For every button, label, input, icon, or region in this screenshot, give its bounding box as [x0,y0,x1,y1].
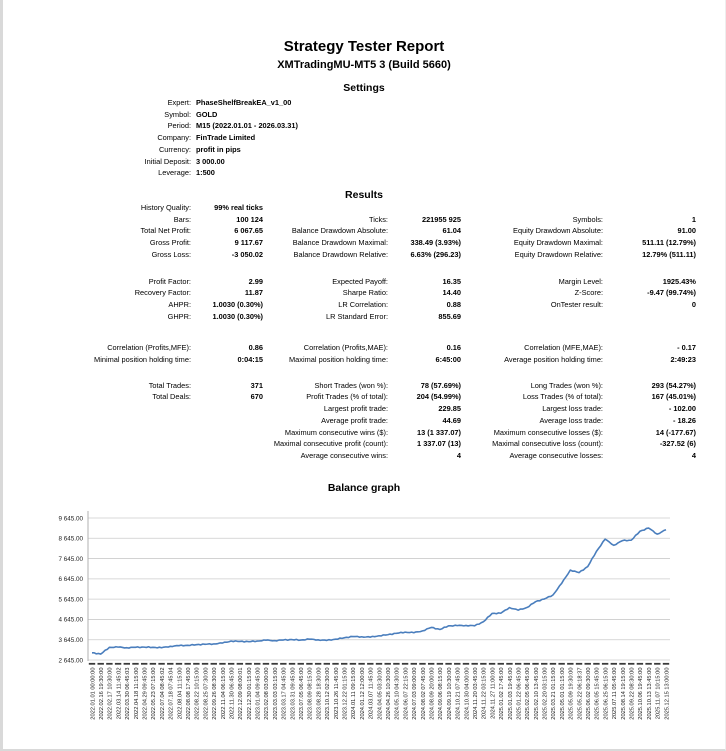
result-label: Margin Level: [558,276,603,286]
x-tick-label: 2025.01.22 06:45:00 [516,667,523,720]
result-label: GHPR: [167,311,191,321]
x-tick-label: 2024.11.27 11:00:00 [490,667,497,719]
settings-label: Leverage: [158,168,191,178]
result-value [603,202,696,214]
result-label: Correlation (MFE,MAE): [524,343,603,353]
result-value: 100 124 [236,214,263,224]
result-value: 0.86 [248,343,263,353]
x-tick-label: 2022.01.01 00:00:00 [90,667,97,720]
x-tick-label: 2025.01.02 17:45:00 [499,667,506,720]
result-value: 13 (1 337.07) [417,427,461,437]
page-subtitle: XMTradingMU-MT5 3 (Build 5660) [277,59,451,71]
result-label [3,450,191,462]
x-tick-label: 2024.08.02 07:45:00 [420,667,427,720]
settings-heading: Settings [343,82,385,94]
result-value [191,403,263,415]
settings-value: profit in pips [196,144,241,154]
x-tick-label: 2025.02.20 03:15:00 [542,667,549,720]
settings-value: FinTrade Limited [196,133,256,143]
results-heading: Results [345,189,383,201]
x-tick-label: 2025.10.13 13:45:00 [646,667,653,720]
result-value: 6.63% (296.23) [410,249,461,259]
x-tick-label: 2022.12.30 01:15:00 [246,667,253,720]
settings-row [3,156,483,168]
result-value: 6:45:00 [435,355,461,365]
x-tick-label: 2023.07.05 06:45:00 [299,667,306,720]
result-value: 1925.43% [662,276,696,286]
result-label: Expected Payoff: [332,276,388,286]
balance-line [92,528,666,654]
result-label: Equity Drawdown Absolute: [513,226,603,236]
y-tick-label: 7 645.00 [58,555,83,563]
result-label [461,311,603,323]
result-value: 0.16 [446,343,461,353]
x-tick-label: 2023.03.31 09:45:00 [290,667,297,720]
result-label [3,427,191,439]
x-tick-label: 2022.08.08 17:45:00 [185,667,192,720]
x-tick-label: 2024.11.20 03:45:00 [472,667,479,720]
y-tick-label: 2 645.00 [58,657,83,665]
result-value: 0 [691,299,696,309]
x-tick-label: 2025.09.22 08:30:00 [629,667,636,720]
results-row [3,438,696,450]
x-tick-label: 2022.03.30 06:45:03 [125,667,132,720]
result-label: Largest loss trade: [542,404,603,414]
x-tick-label: 2025.03.21 01:15:00 [551,667,558,720]
x-tick-label: 2025.07.11 05:45:00 [612,667,619,720]
result-label: Short Trades (won %): [314,380,388,390]
settings-label: Expert: [167,98,191,107]
result-label: Largest profit trade: [323,404,388,414]
result-label: History Quality: [140,203,191,212]
x-tick-label: 2022.04.18 11:15:00 [133,667,140,720]
result-label: OnTester result: [550,299,603,309]
x-tick-label: 2025.06.02 09:30:00 [586,667,593,720]
x-tick-label: 2024.07.03 09:00:00 [412,667,419,720]
result-value: 9 117.67 [234,238,263,248]
result-label: Sharpe Ratio: [342,288,388,298]
result-value [191,415,263,427]
y-tick-label: 4 645.00 [58,616,83,624]
settings-label: Currency: [158,144,191,154]
result-label: Balance Drawdown Relative: [293,249,388,259]
result-value: 44.69 [442,415,461,425]
x-tick-label: 2025.02.05 06:45:00 [525,667,532,720]
result-label: Average loss trade: [539,415,603,425]
settings-table [3,97,483,179]
result-label: Gross Loss: [151,249,191,259]
x-tick-label: 2025.05.01 01:15:00 [559,667,566,720]
x-tick-label: 2022.11.30 06:45:00 [229,667,236,720]
x-tick-label: 2022.02.17 10:30:00 [107,667,114,720]
balance-graph-title: Balance graph [327,482,401,494]
x-tick-label: 2024.10.30 04:00:00 [464,667,471,720]
x-tick-label: 2025.06.05 15:45:00 [594,667,601,720]
settings-row [3,144,483,156]
results-row [3,311,696,323]
result-value: 0:04:15 [237,355,263,365]
x-tick-label: 2023.08.28 18:30:00 [316,667,323,720]
result-label: Average profit trade: [321,415,388,425]
settings-row [3,120,483,132]
result-label [461,202,603,214]
result-label [3,415,191,427]
settings-value: PhaseShelfBreakEA_v1_00 [196,98,292,107]
x-tick-label: 2025.05.09 19:30:00 [568,667,575,720]
x-tick-label: 2025.01.03 19:45:00 [507,667,514,720]
result-value [191,450,263,462]
x-tick-label: 2022.02.16 19:30:00 [98,667,105,720]
result-value: 167 (45.01%) [651,392,696,402]
x-tick-label: 2023.12.22 01:15:00 [342,667,349,720]
result-value: 229.85 [438,404,461,414]
settings-row [3,132,483,144]
result-value: 2.99 [248,276,263,286]
result-label: Equity Drawdown Maximal: [513,238,603,248]
x-tick-label: 2023.01.04 09:45:00 [255,667,262,720]
result-value: 6 067.65 [234,226,263,236]
result-label: Balance Drawdown Maximal: [292,238,388,248]
settings-row [3,109,483,121]
result-label: Profit Factor: [148,276,191,286]
y-tick-label: 9 645.00 [58,515,83,523]
x-tick-label: 2025.08.14 19:15:00 [620,667,627,720]
results-row [3,287,696,299]
x-tick-label: 2023.03.03 03:15:00 [272,667,279,720]
result-label: Average position holding time: [504,355,603,365]
x-tick-label: 2024.01.11 09:15:00 [351,667,358,720]
y-tick-label: 6 645.00 [58,576,83,584]
result-value: -9.47 (99.74%) [647,288,696,298]
x-tick-label: 2022.07.18 07:45:04 [168,667,175,720]
x-tick-label: 2025.11.07 10:15:00 [655,667,662,720]
x-tick-label: 2024.09.06 08:15:00 [438,667,445,720]
x-tick-label: 2023.10.26 11:45:00 [333,667,340,720]
result-value: 1.0030 (0.30%) [212,299,263,309]
result-label: Maximal consecutive loss (count): [492,439,603,449]
results-row [3,249,696,261]
result-value: 11.87 [244,288,263,298]
result-label [3,438,191,450]
x-tick-label: 2023.03.17 04:45:00 [281,667,288,720]
x-tick-label: 2022.05.23 07:15:00 [151,667,158,720]
result-value: 0.88 [446,299,461,309]
result-value: 16.35 [442,276,461,286]
result-label: Average consecutive losses: [509,450,603,460]
settings-row [3,167,483,179]
results-row [3,380,696,392]
x-tick-label: 2023.08.09 08:15:00 [307,667,314,720]
x-tick-label: 2024.11.22 03:15:00 [481,667,488,720]
result-label: Correlation (Profits,MFE): [107,343,191,353]
x-tick-label: 2022.04.29 09:45:00 [142,667,149,720]
result-value: 12.79% (511.11) [642,249,696,259]
result-label: Total Deals: [152,392,191,402]
result-label: Bars: [173,214,191,224]
result-value: 1 [691,214,696,224]
x-tick-label: 2024.10.21 07:45:00 [455,667,462,720]
result-value: -3 050.02 [231,249,263,259]
x-tick-label: 2022.03.14 11:45:02 [116,667,123,720]
page-title: Strategy Tester Report [283,38,445,55]
x-tick-label: 2024.08.09 20:00:00 [429,667,436,720]
results-row [3,299,696,311]
balance-graph [3,498,726,751]
results-row [3,403,696,415]
x-tick-label: 2025.06.25 06:15:00 [603,667,610,720]
x-tick-label: 2022.12.09 08:00:01 [238,667,245,720]
result-label: LR Standard Error: [325,311,388,321]
x-tick-label: 2022.08.25 07:30:00 [203,667,210,720]
x-tick-label: 2025.02.10 13:45:00 [533,667,540,720]
result-value [191,427,263,439]
settings-label: Symbol: [164,109,191,119]
spacer-row [3,322,696,342]
x-tick-label: 2024.03.07 11:45:00 [368,667,375,720]
result-value: 511.11 (12.79%) [642,238,696,248]
results-row [3,415,696,427]
result-label: Minimal position holding time: [94,355,191,365]
result-label: Gross Profit: [149,238,191,248]
x-tick-label: 2024.09.19 10:30:00 [446,667,453,720]
result-value: - 102.00 [668,404,696,414]
y-tick-label: 3 645.00 [58,637,83,645]
x-tick-label: 2022.09.26 08:30:00 [212,667,219,720]
results-row [3,450,696,462]
balance-graph-svg [3,498,726,751]
settings-label: Period: [167,121,191,131]
results-row [3,354,696,366]
settings-value: 3 000.00 [196,156,225,166]
results-table [3,202,696,462]
results-row [3,202,696,214]
result-label: Profit Trades (% of total): [306,392,388,402]
results-row [3,276,696,288]
result-label: Recovery Factor: [134,288,191,298]
result-value: 371 [250,380,263,390]
result-value: 78 (57.69%) [420,380,461,390]
result-value: 293 (54.27%) [651,380,696,390]
results-row [3,391,696,403]
x-tick-label: 2022.07.04 08:45:02 [159,667,166,720]
x-tick-label: 2024.04.26 10:30:00 [385,667,392,720]
result-value: 1.0030 (0.30%) [212,311,263,321]
result-value: 670 [250,392,263,402]
x-tick-label: 2023.10.12 02:30:00 [325,667,332,720]
result-value: 4 [456,450,461,460]
x-tick-label: 2025.05.22 06:18:37 [577,667,584,720]
result-label: Maximal consecutive profit (count): [273,439,388,449]
result-label: Z-Score: [574,288,603,298]
result-label [263,202,388,214]
result-label: Loss Trades (% of total): [522,392,603,402]
y-tick-label: 8 645.00 [58,535,83,543]
y-tick-label: 5 645.00 [58,596,83,604]
spacer [3,322,696,342]
result-value: 99% real ticks [214,203,263,212]
result-label: Balance Drawdown Absolute: [291,226,388,236]
results-row [3,342,696,354]
x-tick-label: 2022.08.22 10:15:00 [194,667,201,720]
result-label: Correlation (Profits,MAE): [303,343,388,353]
result-label: Long Trades (won %): [530,380,603,390]
result-value [388,202,461,214]
spacer-row [3,261,696,276]
x-tick-label: 2024.01.12 12:00:00 [359,667,366,720]
spacer [3,261,696,276]
results-row [3,237,696,249]
settings-value: 1:500 [196,168,215,178]
result-label: Equity Drawdown Relative: [514,249,603,259]
x-tick-label: 2022.11.04 06:15:00 [220,667,227,720]
x-tick-label: 2022.08.04 11:15:00 [177,667,184,720]
results-row [3,427,696,439]
settings-value: M15 (2022.01.01 - 2026.03.31) [196,121,298,131]
results-row [3,214,696,226]
settings-value: GOLD [196,109,218,119]
results-row [3,225,696,237]
result-label: Average consecutive wins: [300,450,388,460]
result-label: Maximal position holding time: [289,355,388,365]
spacer [3,366,696,380]
result-value: - 0.17 [677,343,696,353]
result-value [191,438,263,450]
result-label: Symbols: [572,214,603,224]
result-value: 91.00 [677,226,696,236]
x-tick-label: 2024.06.07 22:15:00 [403,667,410,720]
settings-label: Initial Deposit: [144,156,191,166]
result-value: 1 337.07 (13) [417,439,461,449]
result-value: 338.49 (3.93%) [410,238,461,248]
result-value: 14 (-177.67) [655,427,696,437]
result-label: Ticks: [368,214,388,224]
settings-label: Company: [157,133,191,143]
result-value: 2:49:23 [670,355,696,365]
result-value: 61.04 [442,226,461,236]
result-value: -327.52 (6) [659,439,696,449]
result-value [603,311,696,323]
result-label: Total Net Profit: [140,226,191,236]
x-tick-label: 2025.12.15 13:00:00 [664,667,671,720]
result-value: 221955 925 [421,214,461,224]
result-label: AHPR: [168,299,191,309]
x-tick-label: 2024.04.05 03:30:00 [377,667,384,720]
result-label: Maximum consecutive losses ($): [493,427,603,437]
result-label [3,403,191,415]
x-tick-label: 2024.05.10 04:30:00 [394,667,401,720]
spacer-row [3,366,696,380]
result-value: 4 [691,450,696,460]
result-value: 204 (54.99%) [416,392,461,402]
x-tick-label: 2025.10.06 19:45:00 [638,667,645,720]
x-tick-label: 2023.02.08 03:00:00 [264,667,271,720]
result-value: 14.40 [442,288,461,298]
settings-row [3,97,483,109]
result-label: LR Correlation: [338,299,388,309]
result-label: Maximum consecutive wins ($): [284,427,388,437]
result-label: Total Trades: [148,380,191,390]
result-value: - 18.26 [672,415,696,425]
result-value: 855.69 [438,311,461,321]
